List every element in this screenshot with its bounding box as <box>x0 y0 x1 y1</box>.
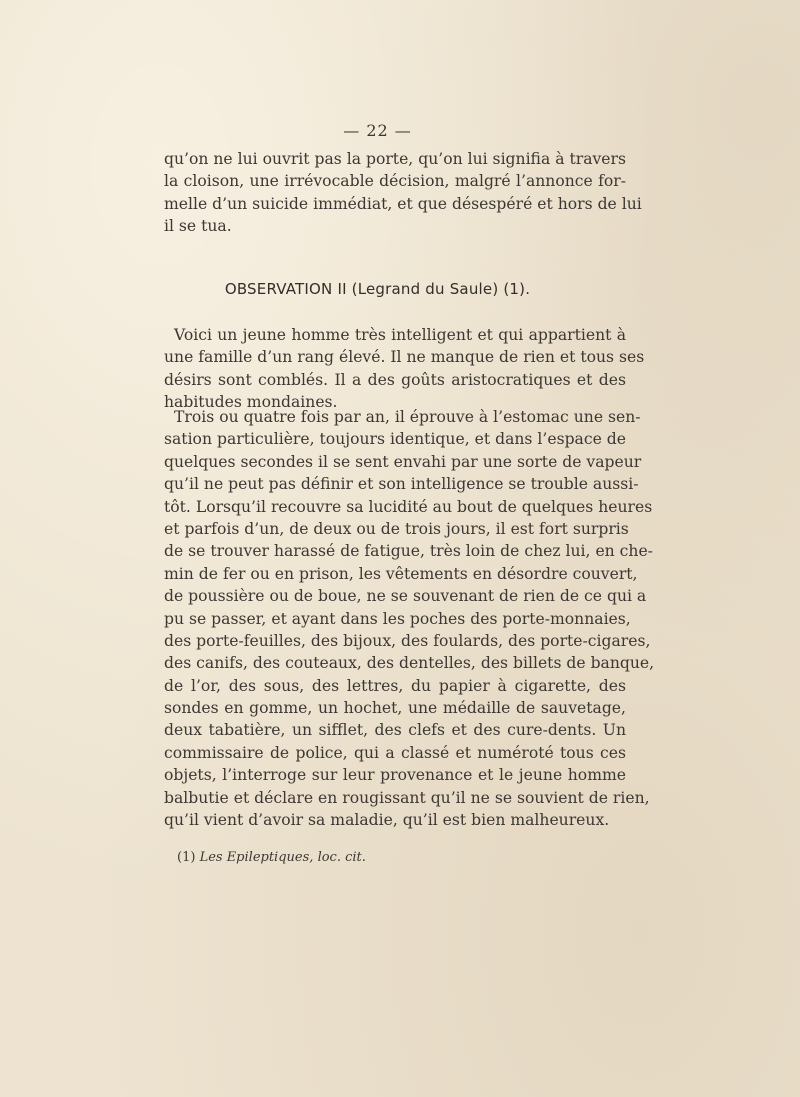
paragraph-line: sondes en gomme, un hochet, une médaille de sauvetage, <box>164 699 626 718</box>
paragraph-line: Trois ou quatre fois par an, il éprouve à l’estomac une sen- <box>174 408 641 426</box>
paragraph-2 <box>164 324 645 414</box>
paragraph-line: il se tua. <box>164 217 232 236</box>
paragraph-line: deux tabatière, un sifflet, des clefs et des cure-dents. Un <box>164 721 626 740</box>
paragraph-line: commissaire de police, qui a classé et numéroté tous ces <box>164 743 626 762</box>
paragraph-line: qu’il ne peut pas définir et son intelligence se trouble aussi- <box>164 475 639 494</box>
paragraph-line: habitudes mondaines. <box>164 393 338 412</box>
observation-heading: OBSERVATION II (Legrand du Saule) (1). <box>224 280 531 298</box>
page-number: — 22 — <box>343 121 412 140</box>
paragraph-line: quelques secondes il se sent envahi par une sorte de vapeur <box>164 452 642 471</box>
paragraph-line: de poussière ou de boue, ne se souvenant de rien de ce qui a <box>164 587 647 606</box>
footnote <box>177 850 366 865</box>
paragraph-line: des canifs, des couteaux, des dentelles, des billets de banque, <box>164 654 655 673</box>
paragraph-line: min de fer ou en prison, les vêtements en désordre couvert, <box>164 564 638 583</box>
paragraph-line: désirs sont comblés. Il a des goûts aristocratiques et des <box>164 370 626 389</box>
paragraph-line: qu’il vient d’avoir sa maladie, qu’il est bien malheureux. <box>164 811 610 830</box>
paragraph-line: la cloison, une irrévocable décision, malgré l’annonce for- <box>164 172 626 191</box>
paragraph-line: une famille d’un rang élevé. Il ne manque de rien et tous ses <box>164 348 645 367</box>
paragraph-3 <box>164 406 655 831</box>
paragraph-line: des porte-feuilles, des bijoux, des foulards, des porte-cigares, <box>164 631 651 650</box>
paragraph-line: qu’on ne lui ouvrit pas la porte, qu’on lui signifia à travers <box>164 150 626 168</box>
paragraph-line: Voici un jeune homme très intelligent et qui appartient à <box>174 326 626 344</box>
paragraph-line: de l’or, des sous, des lettres, du papier à cigarette, des <box>164 676 626 695</box>
paragraph-line: pu se passer, et ayant dans les poches des porte-monnaies, <box>164 609 631 628</box>
paragraph-line: melle d’un suicide immédiat, et que désespéré et hors de lui <box>164 194 642 213</box>
footnote-title: Les Epileptiques, <box>199 850 314 865</box>
paragraph-line: de se trouver harassé de fatigue, très loin de chez lui, en che- <box>164 542 653 561</box>
footnote-reference: loc. cit. <box>317 850 366 865</box>
paragraph-line: sation particulière, toujours identique, et dans l’espace de <box>164 430 626 449</box>
paragraph-line: et parfois d’un, de deux ou de trois jours, il est fort surpris <box>164 519 629 538</box>
paragraph-line: balbutie et déclare en rougissant qu’il ne se souvient de rien, <box>164 788 650 807</box>
paragraph-1 <box>164 148 642 238</box>
paragraph-line: objets, l’interroge sur leur provenance et le jeune homme <box>164 766 626 785</box>
paragraph-line: tôt. Lorsqu’il recouvre sa lucidité au bout de quelques heures <box>164 497 653 516</box>
footnote-marker: (1) <box>177 850 196 865</box>
